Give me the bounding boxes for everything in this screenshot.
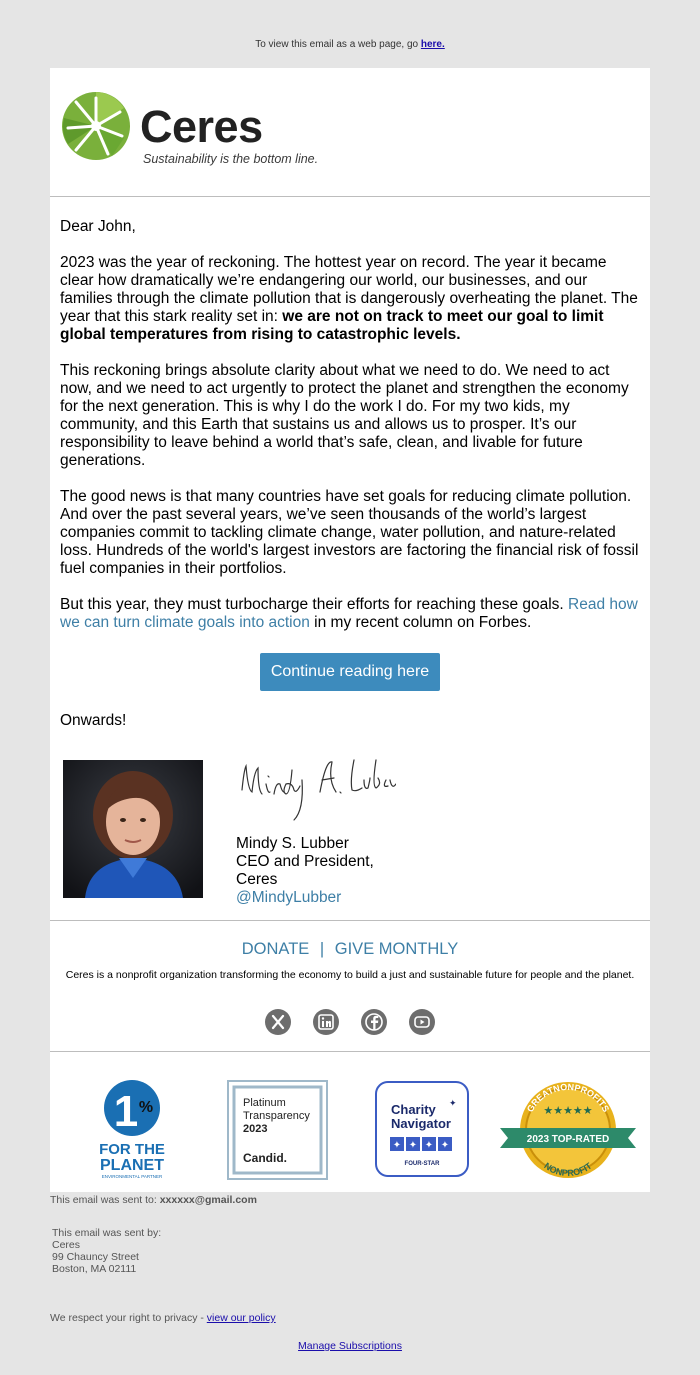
great-nonprofits-arc-top: GREATNONPROFITS	[524, 1081, 612, 1114]
candid-brand: Candid.	[243, 1151, 287, 1165]
author-org: Ceres	[236, 871, 278, 888]
sender-org: Ceres	[52, 1239, 81, 1251]
web-view-link[interactable]: here.	[420, 39, 445, 50]
charity-nav-line2: Navigator	[391, 1116, 451, 1131]
svg-text:★★★★★: ★★★★★	[543, 1104, 593, 1117]
one-percent-line2: PLANET	[100, 1157, 164, 1174]
donate-link[interactable]: DONATE	[241, 940, 310, 958]
svg-text:✦: ✦	[449, 1099, 457, 1109]
charity-nav-rating: FOUR-STAR	[404, 1161, 440, 1167]
donate-separator: |	[319, 940, 325, 958]
sender-address	[52, 1227, 161, 1275]
svg-text:✦: ✦	[424, 1140, 434, 1151]
candid-year: 2023	[243, 1123, 268, 1135]
sent-to-label: This email was sent to:	[50, 1194, 160, 1206]
great-nonprofits-ribbon: 2023 TOP-RATED	[526, 1134, 610, 1145]
forbes-column-link[interactable]: Read how we can turn climate goals into action	[60, 596, 638, 631]
youtube-icon[interactable]	[409, 1009, 435, 1035]
great-nonprofits-arc-bottom: NONPROFIT	[542, 1160, 594, 1179]
email-card	[50, 68, 650, 1192]
sent-by-label: This email was sent by:	[52, 1227, 162, 1239]
continue-reading-button[interactable]: Continue reading here	[260, 653, 440, 691]
paragraph-4-pre: But this year, they must turbocharge their efforts for reaching these goals.	[60, 596, 569, 613]
author-name: Mindy S. Lubber	[236, 835, 349, 852]
paragraph-4	[60, 596, 640, 632]
paragraph-3: The good news is that many countries have set goals for reducing climate pollution. And over the past several years, we’ve seen thousands of the world’s largest companies commit to tackling climate change, water pollution, and nature-related loss. Hundreds of the world's largest investors are factoring the financial risk of fossil fuel companies in their portfolios.	[60, 488, 639, 577]
greeting: Dear John,	[60, 218, 136, 235]
web-view-notice	[0, 39, 700, 50]
author-twitter-link[interactable]: @MindyLubber	[236, 889, 342, 906]
manage-subscriptions-link[interactable]: Manage Subscriptions	[298, 1340, 402, 1352]
closing-line: Onwards!	[60, 712, 127, 729]
one-percent-sub: ENVIRONMENTAL PARTNER	[101, 1174, 163, 1179]
mission-statement: Ceres is a nonprofit organization transforming the economy to build a just and sustainable future for people and the planet.	[65, 969, 635, 981]
paragraph-4-post: in my recent column on Forbes.	[309, 614, 532, 631]
email-body	[60, 218, 640, 650]
logo-wordmark: Ceres	[140, 101, 263, 152]
facebook-icon[interactable]	[361, 1009, 387, 1035]
candid-line2: Transparency	[243, 1110, 310, 1122]
charity-navigator-badge[interactable]	[373, 1080, 471, 1180]
candid-platinum-badge[interactable]	[227, 1080, 328, 1180]
svg-text:✦: ✦	[440, 1140, 450, 1151]
one-percent-number: 1	[113, 1087, 139, 1136]
ceres-logo-icon	[62, 92, 130, 160]
sender-street: 99 Chauncy Street	[52, 1251, 139, 1263]
paragraph-2: This reckoning brings absolute clarity about what we need to do. We need to act now, and we need to act urgently to protect the planet and strengthen the economy for the next generation. This is why I do the work I do. For my two kids, my community, and this Earth that sustains us and allows us to prosper. It’s our responsibility to leave behind a world that’s safe, clean, and livable for future generations.	[60, 362, 629, 469]
donate-row	[50, 940, 650, 959]
email-header	[50, 68, 650, 197]
linkedin-icon[interactable]	[313, 1009, 339, 1035]
sender-city: Boston, MA 02111	[52, 1263, 137, 1275]
paragraph-1-bold: we are not on track to meet our goal to limit global temperatures from rising to catastrophic levels.	[60, 308, 604, 343]
privacy-policy-link[interactable]: view our policy	[206, 1312, 276, 1324]
svg-text:✦: ✦	[408, 1140, 418, 1151]
privacy-text: We respect your right to privacy -	[50, 1312, 207, 1324]
paragraph-1-text: 2023 was the year of reckoning. The hottest year on record. The year it became clear how dramatically we’re endangering our world, our businesses, and our families through the climate pollution that is dangerously overheating the planet. The year that this stark reality set in:	[60, 254, 638, 325]
section-divider	[50, 920, 650, 921]
sent-to-line	[50, 1194, 257, 1206]
privacy-line	[50, 1312, 276, 1324]
great-nonprofits-badge[interactable]	[500, 1080, 636, 1180]
handwritten-signature	[236, 750, 396, 830]
one-percent-line1: FOR THE	[99, 1141, 165, 1158]
author-title: CEO and President,	[236, 853, 374, 870]
paragraph-1	[60, 254, 640, 344]
svg-text:✦: ✦	[392, 1140, 402, 1151]
web-view-text: To view this email as a web page, go	[255, 39, 421, 50]
charity-nav-line1: Charity	[391, 1102, 436, 1117]
sent-to-email: xxxxxx@gmail.com	[159, 1194, 257, 1206]
author-photo	[63, 760, 203, 898]
x-icon[interactable]	[265, 1009, 291, 1035]
logo-tagline: Sustainability is the bottom line.	[143, 152, 319, 166]
one-percent-sign: %	[138, 1099, 154, 1116]
one-percent-for-the-planet-badge[interactable]	[88, 1080, 176, 1180]
section-divider	[50, 1051, 650, 1052]
candid-line1: Platinum	[243, 1097, 286, 1109]
signature-block	[236, 835, 374, 907]
give-monthly-link[interactable]: GIVE MONTHLY	[334, 940, 459, 958]
manage-subscriptions-row	[0, 1340, 700, 1352]
